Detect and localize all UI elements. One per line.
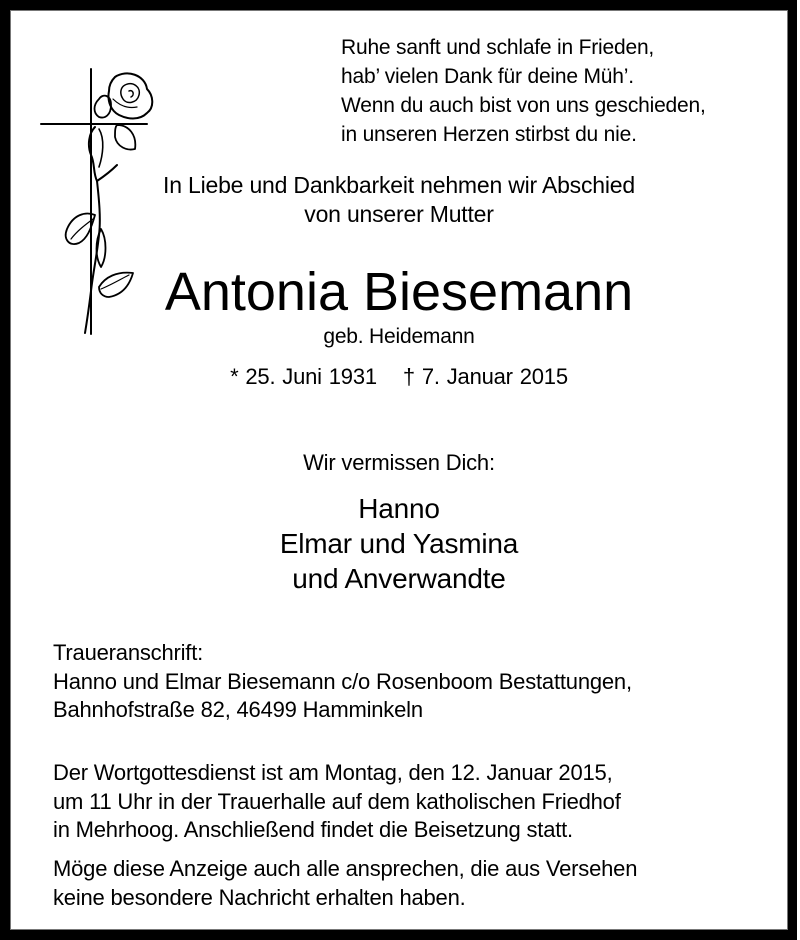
service-line: Der Wortgottesdienst ist am Montag, den 12. Januar 2015, <box>53 760 613 785</box>
address-line: Bahnhofstraße 82, 46499 Hamminkeln <box>53 697 423 722</box>
closing-note <box>53 855 637 912</box>
note-line: Möge diese Anzeige auch alle ansprechen, die aus Versehen <box>53 856 638 881</box>
intro-line: von unserer Mutter <box>304 201 494 227</box>
obituary-notice <box>10 10 788 930</box>
note-line: keine besondere Nachricht erhalten haben. <box>53 884 466 910</box>
life-dates <box>11 363 787 391</box>
service-info <box>53 759 621 845</box>
mourners-heading: Wir vermissen Dich: <box>303 450 495 475</box>
farewell-intro <box>11 171 787 229</box>
address-label: Traueranschrift: <box>53 640 204 665</box>
poem <box>341 33 706 149</box>
service-line: in Mehrhoog. Anschließend findet die Beisetzung statt. <box>53 817 573 842</box>
service-line: um 11 Uhr in der Trauerhalle auf dem katholischen Friedhof <box>53 788 621 814</box>
intro-line: In Liebe und Dankbarkeit nehmen wir Abschied <box>163 172 635 198</box>
deceased-name: Antonia Biesemann <box>164 262 634 322</box>
mourner: Elmar und Yasmina <box>279 528 519 559</box>
address-line: Hanno und Elmar Biesemann c/o Rosenboom Bestattungen, <box>53 668 632 694</box>
maiden-name: geb. Heidemann <box>323 325 475 348</box>
poem-line: Wenn du auch bist von uns geschieden, <box>341 94 706 117</box>
poem-line: hab’ vielen Dank für deine Müh’. <box>341 65 634 88</box>
mourning-address <box>53 639 632 725</box>
birth-date: * 25. Juni 1931 <box>230 364 377 389</box>
death-date: † 7. Januar 2015 <box>402 364 568 389</box>
mourner: und Anverwandte <box>292 563 506 594</box>
mourner: Hanno <box>358 493 440 524</box>
poem-line: in unseren Herzen stirbst du nie. <box>341 123 637 146</box>
poem-line: Ruhe sanft und schlafe in Frieden, <box>341 36 655 59</box>
mourners-list <box>11 491 787 596</box>
